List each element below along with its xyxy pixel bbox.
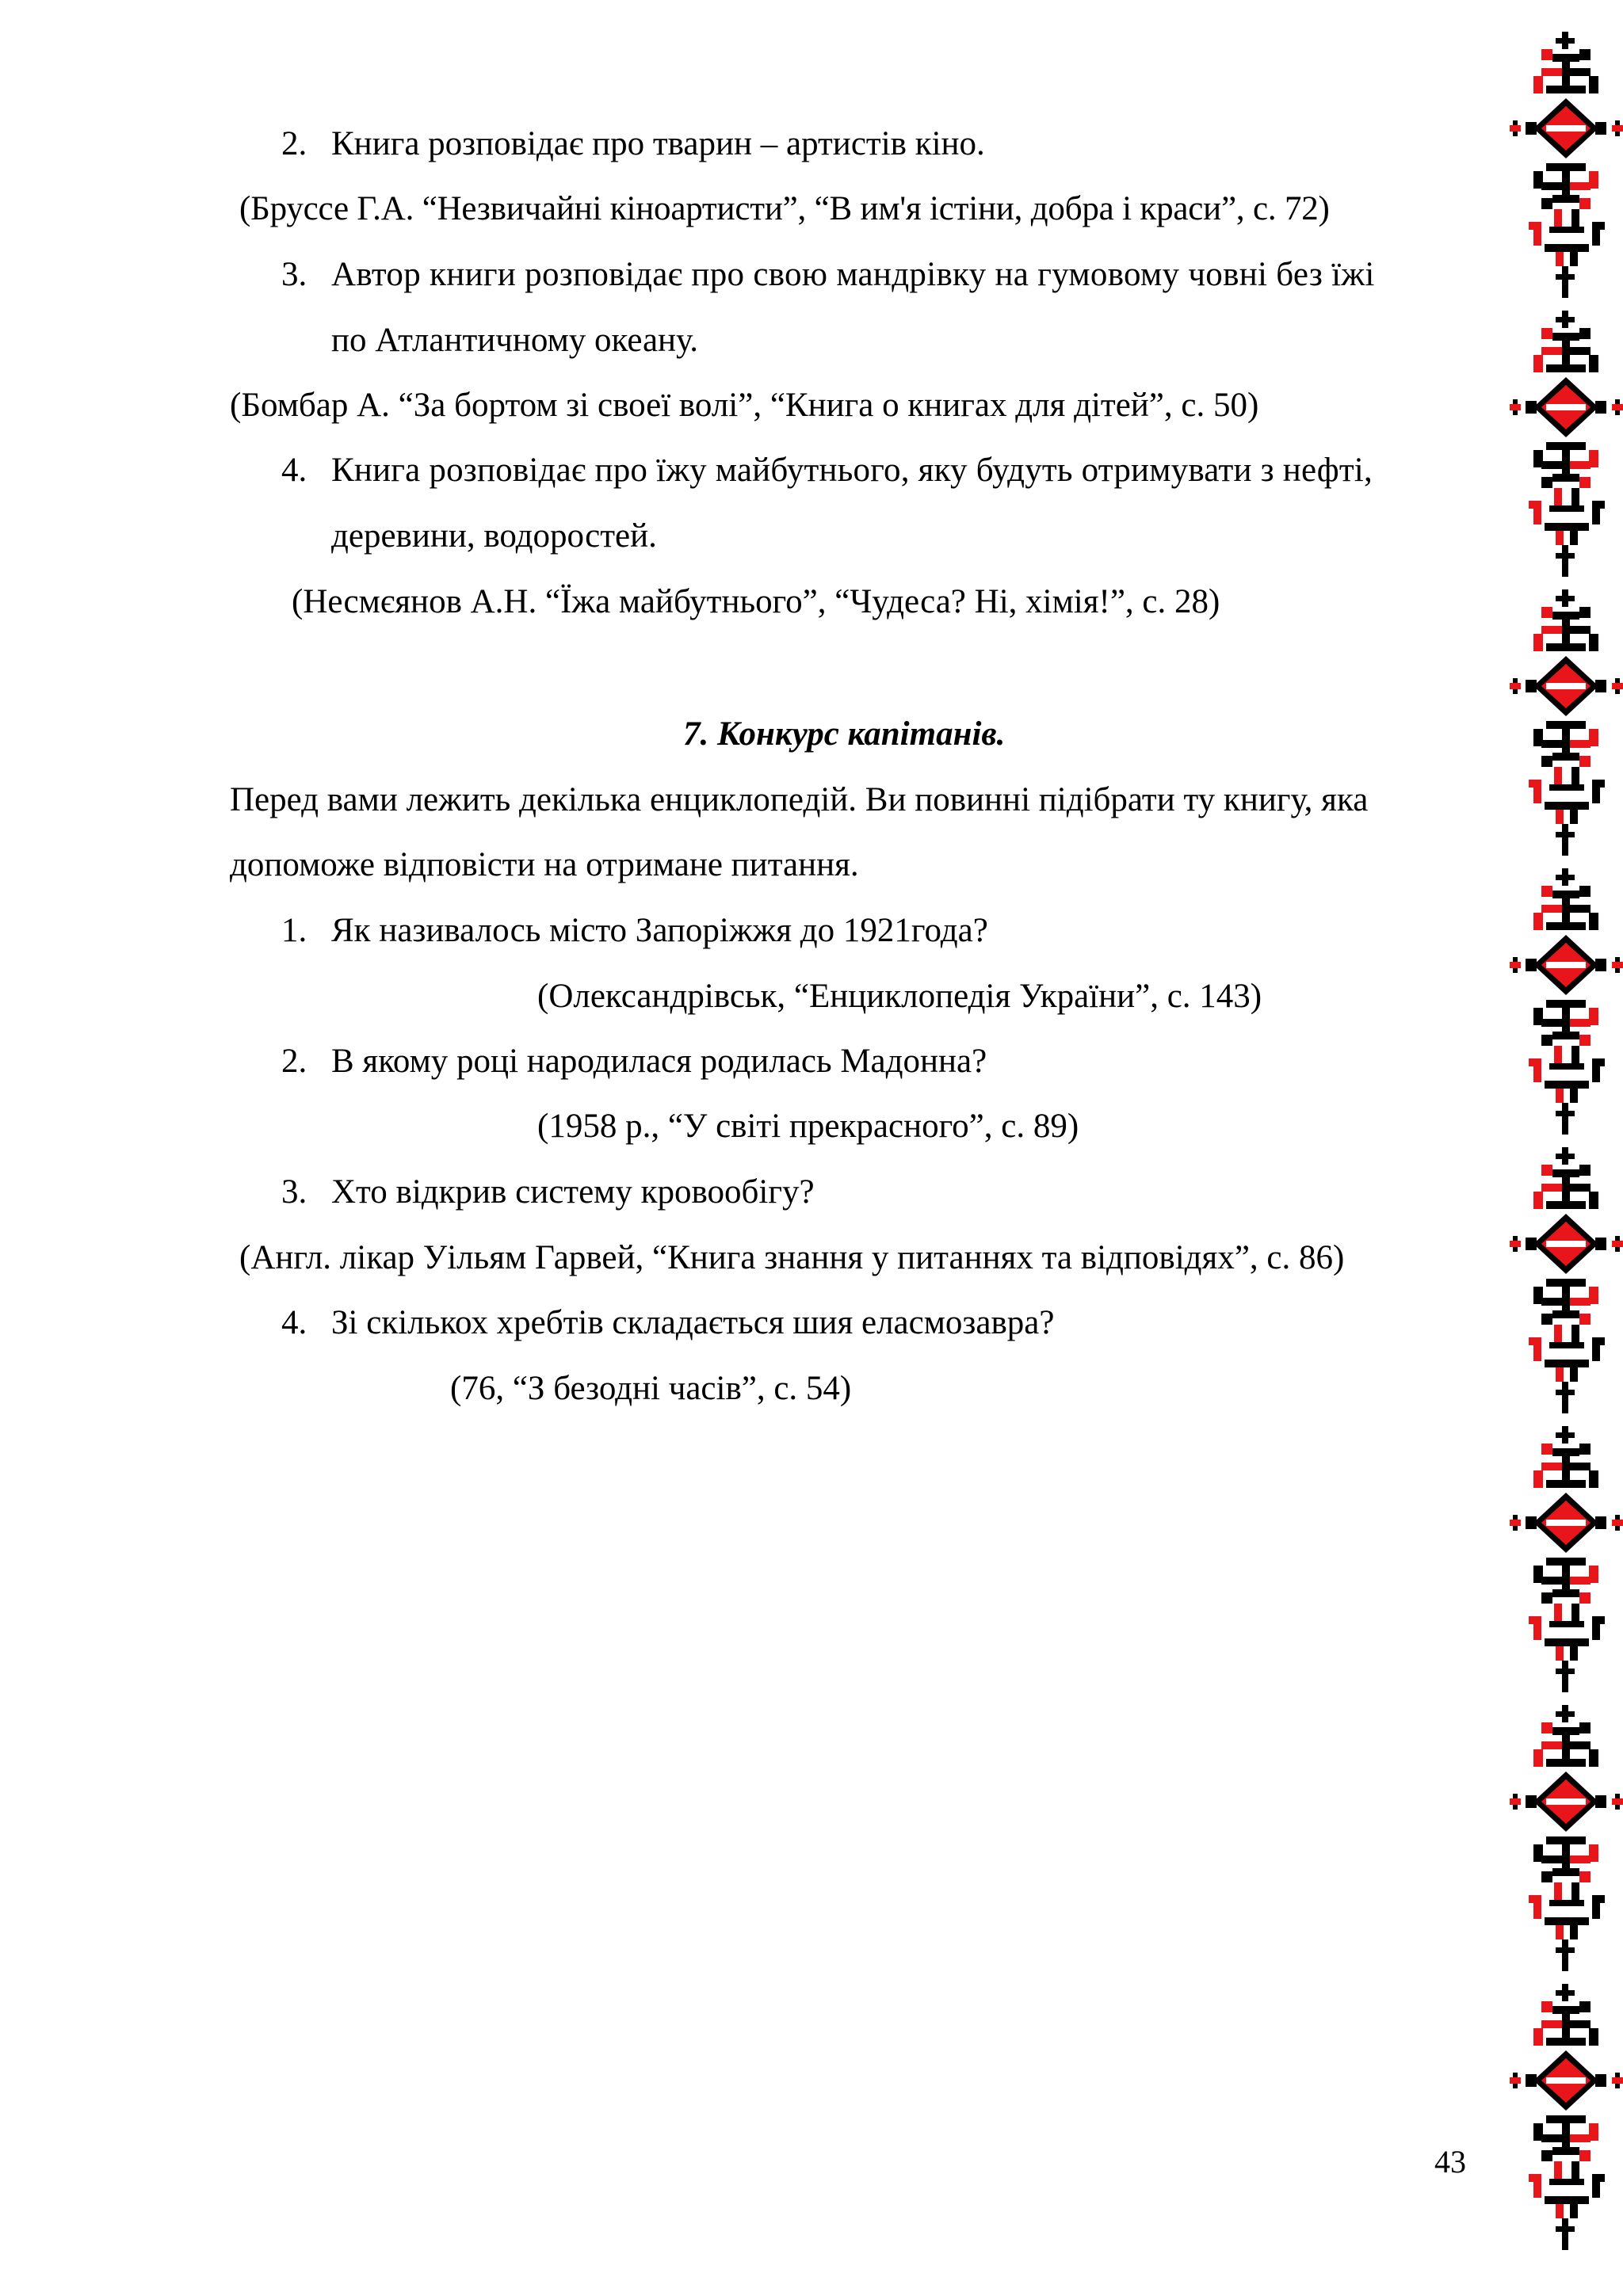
item-number: 2. (281, 1043, 307, 1080)
item-number: 1. (281, 912, 307, 949)
answer-text: (Англ. лікар Уільям Гарвей, “Книга знання у питаннях та відповідях”, с. 86) (239, 1239, 1345, 1276)
question-text-continued: деревини, водоростей. (331, 517, 657, 555)
question-text: Книга розповідає про тварин – артистів кіно. (331, 125, 985, 162)
embroidery-border-icon (1510, 32, 1623, 2296)
answer-text: (Несмєянов А.Н. “Їжа майбутнього”, “Чудеса? Ні, хімія!”, с. 28) (292, 583, 1220, 620)
item-number: 3. (281, 1173, 307, 1211)
question-text: Як називалось місто Запоріжжя до 1921года? (331, 912, 988, 949)
question-text: Автор книги розповідає про свою мандрівку на гумовому човні без їжі (331, 256, 1375, 293)
question-text: В якому році народилася родилась Мадонна? (331, 1043, 987, 1080)
answer-text: (Бруссе Г.А. “Незвичайні кіноартисти”, “В им'я істіни, добра і краси”, с. 72) (239, 190, 1330, 227)
item-number: 4. (281, 452, 307, 489)
page-number: 43 (1434, 2144, 1466, 2180)
answer-text: (1958 р., “У світі прекрасного”, с. 89) (537, 1108, 1079, 1145)
answer-text: (76, “З безодні часів”, с. 54) (450, 1370, 852, 1407)
section-heading: 7. Конкурс капітанів. (683, 715, 1006, 753)
item-number: 3. (281, 256, 307, 293)
question-text: Зі скількох хребтів складається шия еласмозавра? (331, 1304, 1055, 1341)
question-text: Хто відкрив систему кровообігу? (331, 1173, 815, 1211)
item-number: 4. (281, 1304, 307, 1341)
question-text: Книга розповідає про їжу майбутнього, яку будуть отримувати з нефті, (331, 452, 1373, 489)
intro-text: Перед вами лежить декілька енциклопедій. Ви повинні підібрати ту книгу, яка (230, 781, 1369, 818)
intro-text-continued: допоможе відповісти на отримане питання. (230, 846, 859, 883)
item-number: 2. (281, 125, 307, 162)
answer-text: (Бомбар А. “За бортом зі своеї волі”, “Книга о книгах для дітей”, с. 50) (230, 387, 1259, 424)
answer-text: (Олександрівськ, “Енциклопедія України”, с. 143) (537, 978, 1262, 1015)
question-text-continued: по Атлантичному океану. (331, 322, 699, 359)
